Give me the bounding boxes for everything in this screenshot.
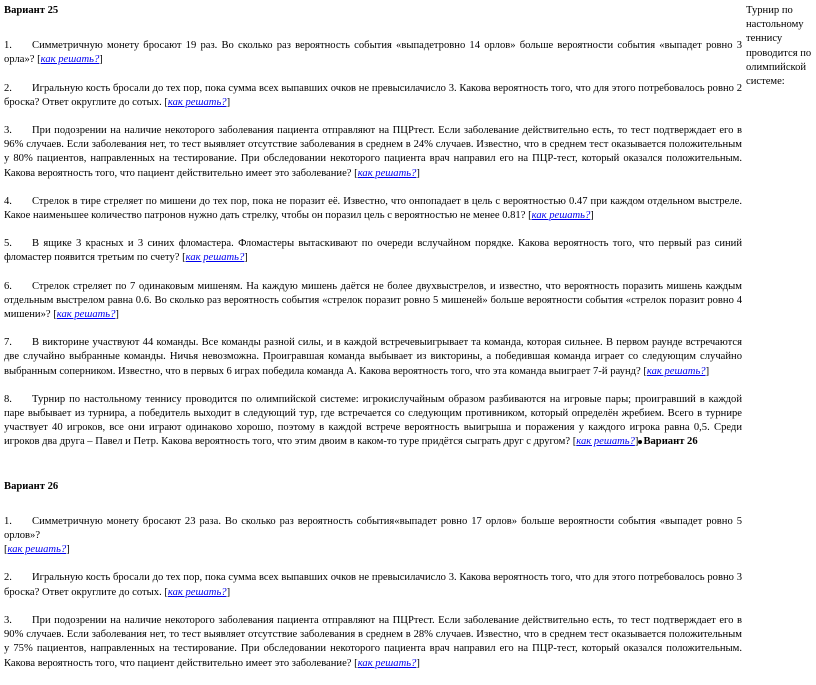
task-3: 3. При подозрении на наличие некоторого заболевания пациента отправляют на ПЦРтест. Если заболевание действительно есть, то тест подтверждает его в 96% случаев. Если заболевания нет, то тест выявляет отсутствие заболевания в среднем в 24% случаев. Известно, что в среднем тест оказывается положительным у 80% пациентов, направленных на тестирование. При обследовании некоторого пациента врач направил его на ПЦР-тест, который оказался положительным. Какова вероятность того, что пациент действительно имеет это заболевание? [как решать?] [4, 125, 742, 179]
task-number: 1. [4, 515, 12, 527]
variant-title: Вариант 26 [4, 480, 59, 492]
task-text: В ящике 3 красных и 3 синих фломастера. Фломастеры вытаскивают по очереди вслучайном порядке. Какова вероятность того, что первый раз синий фломастер появится третьим по счету? [4, 238, 742, 264]
task-text: Симметричную монету бросают 19 раз. Во сколько раз вероятность события «выпадетровно 14 орлов» больше вероятности события «выпадет ровно 3 орла»? [4, 40, 742, 66]
task-number: 1. [4, 40, 12, 52]
how-to-solve-link[interactable]: как решать? [7, 544, 67, 556]
task-number: 3. [4, 614, 12, 626]
task-5: 5. В ящике 3 красных и 3 синих фломастера. Фломастеры вытаскивают по очереди вслучайном порядке. Какова вероятность того, что первый раз синий фломастер появится третьим по счету? [как решать?] [4, 238, 742, 264]
task-1: 1. Симметричную монету бросают 19 раз. Во сколько раз вероятность события «выпадетровно 14 орлов» больше вероятности события «выпадет ровно 3 орла»? [как решать?] [4, 40, 742, 66]
task-text: Игральную кость бросали до тех пор, пока сумма всех выпавших очков не превысилачисло 3. Какова вероятность того, что для этого потребовалось ровно 2 броска? Ответ округлите до сотых. [4, 82, 742, 108]
task-text: При подозрении на наличие некоторого заболевания пациента отправляют на ПЦРтест. Если заболевание действительно есть, то тест подтверждает его в 90% случаев. Если заболевания нет, то тест выявляет отсутствие заболевания в среднем в 28% случаев. Известно, что в среднем тест оказывается положительным у 75% пациентов, направленных на тестирование. При обследовании некоторого пациента врач направил его на ПЦР-тест, который оказался положительным. Какова вероятность того, что пациент действительно имеет это заболевание? [4, 614, 742, 669]
task-text: Стрелок стреляет по 7 одинаковым мишеням. На каждую мишень даётся не более двухвыстрелов, и известно, что вероятность поразить мишень каждым отдельным выстрелом равна 0.6. Во сколько раз вероятность события «стрелок поразит ровно 5 мишеней» больше вероятности события «стрелок поразит ровно 4 мишени»? [4, 280, 742, 321]
task-3: 3. При подозрении на наличие некоторого заболевания пациента отправляют на ПЦРтест. Если заболевание действительно есть, то тест подтверждает его в 90% случаев. Если заболевания нет, то тест выявляет отсутствие заболевания в среднем в 28% случаев. Известно, что в среднем тест оказывается положительным у 75% пациентов, направленных на тестирование. При обследовании некоторого пациента врач направил его на ПЦР-тест, который оказался положительным. Какова вероятность того, что пациент действительно имеет это заболевание? [как решать?] [4, 614, 742, 669]
task-text: При подозрении на наличие некоторого заболевания пациента отправляют на ПЦРтест. Если заболевание действительно есть, то тест подтверждает его в 96% случаев. Если заболевания нет, то тест выявляет отсутствие заболевания в среднем в 24% случаев. Известно, что в среднем тест оказывается положительным у 80% пациентов, направленных на тестирование. При обследовании некоторого пациента врач направил его на ПЦР-тест, который оказался положительным. Какова вероятность того, что пациент действительно имеет это заболевание? [4, 125, 742, 179]
how-to-solve-link[interactable]: как решать? [167, 586, 227, 598]
how-to-solve-link[interactable]: как решать? [646, 365, 706, 377]
variant-26 [4, 480, 742, 671]
how-to-solve-link[interactable]: как решать? [56, 309, 116, 321]
task-number: 2. [4, 82, 12, 94]
task-number: 4. [4, 195, 12, 207]
task-7: 7. В викторине участвуют 44 команды. Все команды разной силы, и в каждой встречевыигрывает та команда, которая сильнее. В первом раунде встречаются две случайно выбранные команды. Ничья невозможна. Проигравшая команда выбывает из викторины, а победившая команда играет со следующим случайно выбранным соперником. Известно, что в первых 6 играх победила команда А. Какова вероятность того, что эта команда выиграет 7-й раунд? [как решать?] [4, 337, 742, 377]
task-text: Стрелок в тире стреляет по мишени до тех пор, пока не поразит её. Известно, что онпопадает в цель с вероятностью 0.47 при каждом отдельном выстреле. Какое наименьшее количество патронов нужно дать стрелку, чтобы он поразил цель с вероятностью не менее 0.81? [4, 195, 742, 222]
side-note: Турнир по настольному теннису проводится по олимпийской системе: [746, 5, 812, 88]
task-number: 7. [4, 337, 12, 349]
how-to-solve-link[interactable]: как решать? [576, 436, 635, 448]
document-body [4, 4, 742, 685]
how-to-solve-link[interactable]: как решать? [40, 54, 100, 66]
how-to-solve-link[interactable]: как решать? [185, 252, 245, 264]
task-4: 4. Стрелок в тире стреляет по мишени до тех пор, пока не поразит её. Известно, что онпопадает в цель с вероятностью 0.47 при каждом отдельном выстреле. Какое наименьшее количество патронов нужно дать стрелку, чтобы он поразил цель с вероятностью не менее 0.81? [как решать?] [4, 195, 742, 222]
variant-25 [4, 4, 742, 450]
task-2: 2. Игральную кость бросали до тех пор, пока сумма всех выпавших очков не превысилачисло 3. Какова вероятность того, что для этого потребовалось ровно 2 броска? Ответ округлите до сотых. [как решать?] [4, 82, 742, 108]
task-number: 2. [4, 572, 12, 584]
variant-title: Вариант 25 [4, 5, 59, 16]
task-number: 3. [4, 125, 12, 137]
task-text: В викторине участвуют 44 команды. Все команды разной силы, и в каждой встречевыигрывает та команда, которая сильнее. В первом раунде встречаются две случайно выбранные команды. Ничья невозможна. Проигравшая команда выбывает из викторины, а победившая команда играет со следующим случайно выбранным соперником. Известно, что в первых 6 играх победила команда А. Какова вероятность того, что эта команда выиграет 7-й раунд? [4, 337, 742, 377]
bullet-marker-icon [638, 440, 642, 444]
task-6: 6. Стрелок стреляет по 7 одинаковым мишеням. На каждую мишень даётся не более двухвыстрелов, и известно, что вероятность поразить мишень каждым отдельным выстрелом равна 0.6. Во сколько раз вероятность события «стрелок поразит ровно 5 мишеней» больше вероятности события «стрелок поразит ровно 4 мишени»? [как решать?] [4, 280, 742, 321]
task-number: 6. [4, 280, 12, 292]
inline-variant-title: Вариант 26 [643, 436, 698, 448]
task-2: 2. Игральную кость бросали до тех пор, пока сумма всех выпавших очков не превысилачисло 3. Какова вероятность того, что для этого потребовалось ровно 3 броска? Ответ округлите до сотых. [как решать?] [4, 572, 742, 598]
how-to-solve-link[interactable]: как решать? [167, 96, 227, 108]
task-8: 8. Турнир по настольному теннису проводится по олимпийской системе: игрокислучайным образом разбиваются на игровые пары; проигравший в каждой паре выбывает из турнира, а победитель выходит в следующий тур, где встречается со следующим противником, который определён жребием. Всего в турнире участвует 40 игроков, все они играют одинаково хорошо, поэтому в каждой встрече вероятность выигрыша и поражения у каждого игрока равна 0,5. Среди игроков два друга – Павел и Петр. Какова вероятность того, что этим двоим в каком-то туре придётся сыграть друг с другом? [как решать?] Вариант 26 [4, 393, 742, 448]
task-text: Турнир по настольному теннису проводится по олимпийской системе: игрокислучайным образом разбиваются на игровые пары; проигравший в каждой паре выбывает из турнира, а победитель выходит в следующий тур, где встречается со следующим противником, который определён жребием. Всего в турнире участвует 40 игроков, все они играют одинаково хорошо, поэтому в каждой встрече вероятность выигрыша и поражения у каждого игрока равна 0,5. Среди игроков два друга – Павел и Петр. Какова вероятность того, что этим двоим в каком-то туре придётся сыграть друг с другом? [4, 393, 742, 448]
how-to-solve-link[interactable]: как решать? [357, 657, 417, 669]
task-text: Игральную кость бросали до тех пор, пока сумма всех выпавших очков не превысилачисло 3. Какова вероятность того, что для этого потребовалось ровно 3 броска? Ответ округлите до сотых. [4, 572, 742, 598]
how-to-solve-link[interactable]: как решать? [357, 167, 417, 179]
task-1: 1. Симметричную монету бросают 23 раза. Во сколько раз вероятность события«выпадет ровно 17 орлов» больше вероятности события «выпадет ровно 5 орлов»? [как решать?] [4, 515, 742, 556]
task-number: 5. [4, 238, 12, 250]
task-text: Симметричную монету бросают 23 раза. Во сколько раз вероятность события«выпадет ровно 17 орлов» больше вероятности события «выпадет ровно 5 орлов»? [4, 515, 742, 542]
task-number: 8. [4, 393, 12, 405]
how-to-solve-link[interactable]: как решать? [531, 210, 591, 222]
